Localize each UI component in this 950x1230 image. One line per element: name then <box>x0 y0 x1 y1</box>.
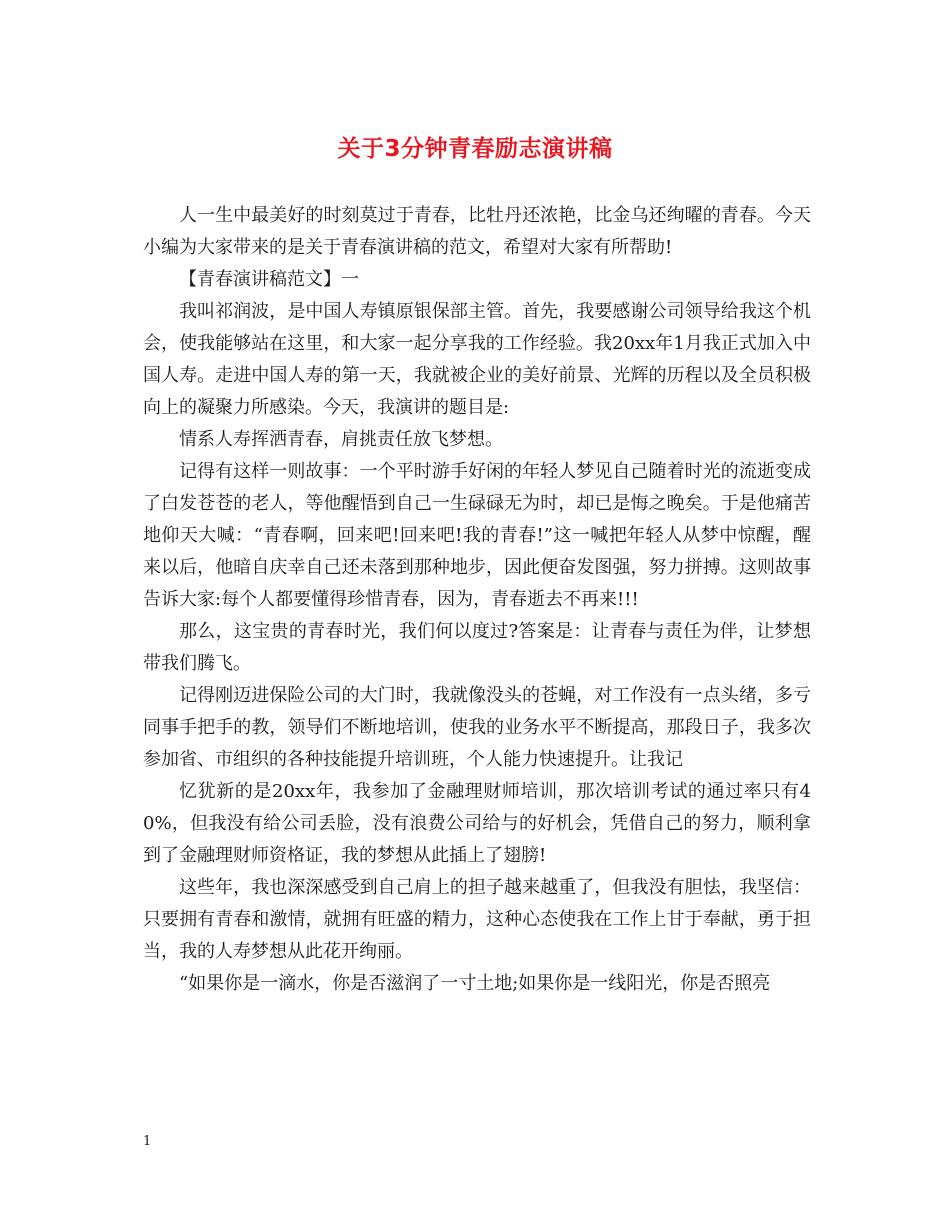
document-title: 关于3分钟青春励志演讲稿 <box>337 136 613 162</box>
paragraph-speech-topic: 情系人寿挥洒青春，肩挑责任放飞梦想。 <box>179 429 503 450</box>
document-body <box>143 200 811 1000</box>
paragraph-certification: 忆犹新的是20xx年，我参加了金融理财师培训，那次培训考试的通过率只有40%，但我没有给公司丢脸，没有浪费公司给与的好机会，凭借自己的努力，顺利拿到了金融理财师资格证，我的梦想从此插上了翅膀! <box>143 781 811 866</box>
paragraph-question: 那么，这宝贵的青春时光，我们何以度过?答案是：让青春与责任为伴，让梦想带我们腾飞。 <box>143 621 811 674</box>
paragraph-self-introduction: 我叫祁润波，是中国人寿镇原银保部主管。首先，我要感谢公司领导给我这个机会，使我能够站在这里，和大家一起分享我的工作经验。我20xx年1月我正式加入中国人寿。走进中国人寿的第一天，我就被企业的美好前景、光辉的历程以及全员积极向上的凝聚力所感染。今天，我演讲的题目是: <box>143 301 811 418</box>
paragraph-intro: 人一生中最美好的时刻莫过于青春，比牡丹还浓艳，比金乌还绚曜的青春。今天小编为大家带来的是关于青春演讲稿的范文，希望对大家有所帮助! <box>143 205 811 258</box>
paragraph-responsibility: 这些年，我也深深感受到自己肩上的担子越来越重了，但我没有胆怯，我坚信：只要拥有青春和激情，就拥有旺盛的精力，这种心态使我在工作上甘于奉献，勇于担当，我的人寿梦想从此花开绚丽。 <box>143 877 811 962</box>
paragraph-quote: “如果你是一滴水，你是否滋润了一寸土地;如果你是一线阳光，你是否照亮 <box>179 973 771 994</box>
paragraph-story: 记得有这样一则故事：一个平时游手好闲的年轻人梦见自己随着时光的流逝变成了白发苍苍的老人，等他醒悟到自己一生碌碌无为时，却已是悔之晚矣。于是他痛苦地仰天大喊：“青春啊，回来吧!回来吧!我的青春!”这一喊把年轻人从梦中惊醒，醒来以后，他暗自庆幸自己还未落到那种地步，因此便奋发图强，努力拼搏。这则故事告诉大家:每个人都要懂得珍惜青春，因为，青春逝去不再来!!! <box>143 461 811 610</box>
page-number: 1 <box>143 1134 152 1149</box>
paragraph-section-heading: 【青春演讲稿范文】一 <box>179 269 359 290</box>
paragraph-early-career: 记得刚迈进保险公司的大门时，我就像没头的苍蝇，对工作没有一点头绪，多亏同事手把手的教，领导们不断地培训，使我的业务水平不断提高，那段日子，我多次参加省、市组织的各种技能提升培训班，个人能力快速提升。让我记 <box>143 685 811 770</box>
